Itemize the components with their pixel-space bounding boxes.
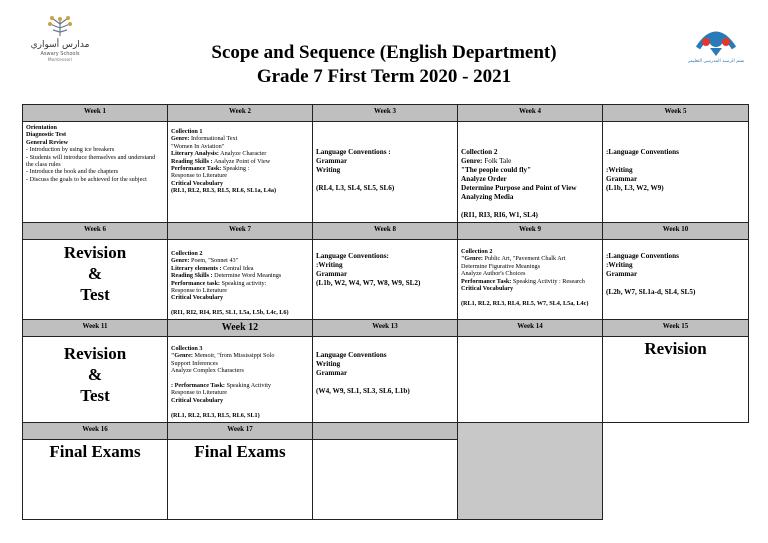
empty-gray-cell [458,423,603,520]
response-text: Response to Literature [171,172,228,180]
conventions-label: :Language Conventions [606,252,679,260]
week-7-cell [168,240,313,320]
list-item: - Introduction by using ice breakers [26,146,115,154]
week-header: Week 17 [168,423,313,440]
vocabulary-label: Critical Vocabulary [171,396,224,404]
week-header: Week 7 [168,223,313,240]
logo-arabic-text: مدارس أسواري [30,40,90,50]
genre-label: Genre: [461,157,483,165]
genre-value: Folk Tale [482,157,512,165]
reading-skills-label: Reading Skills : [171,157,213,165]
scope-sequence-table [22,104,749,520]
week-header: Week 6 [23,223,168,240]
week-header-row [23,105,749,122]
standards-codes: (RI1, RI3, RI6, W1, SL4) [461,211,538,219]
week-13-cell [313,337,458,423]
week-8-cell [313,240,458,320]
standards-codes: (W4, W9, SL1, SL3, SL6, L1b) [316,387,410,395]
genre-label: "Genre: [171,352,193,360]
standards-codes: (L1b, W2, W4, W7, W8, W9, SL2) [316,279,421,287]
week-content-row [23,240,749,320]
week-14-cell [458,337,603,423]
week-header-row [23,423,749,440]
literary-analysis-value: Analyze Character [218,150,267,158]
week-header: Week 5 [603,105,749,122]
week-header: Week 3 [313,105,458,122]
vocabulary-label: Critical Vocabulary [171,179,224,187]
revision-label: Revision [644,339,707,358]
week-15-cell [603,337,749,423]
performance-task-value: Speaking Activity : Research [511,277,585,285]
week-header: Week 16 [23,423,168,440]
standards-codes: (RL4, L3, SL4, SL5, SL6) [316,184,395,192]
week-header-empty [313,423,458,440]
vocabulary-label: Critical Vocabulary [461,285,514,293]
week-header: Week 1 [23,105,168,122]
week-header: Week 11 [23,320,168,337]
week-header: Week 8 [313,223,458,240]
grammar-label: Grammar [316,270,348,278]
performance-task-value: Speaking Activity [224,382,272,390]
standards-codes: (RL1, RL2, RL3, RL4, RL5, W7, SL4, L5a, L4c) [461,299,589,307]
genre-value: Public Art, "Pavement Chalk Art [482,255,566,263]
list-item: - Discuss the goals to be achieved for the subject [26,175,147,183]
empty-content-cell [313,440,458,520]
conventions-label: Language Conventions [316,351,387,359]
genre-value: Poem, "Sonnet 43" [189,257,239,265]
genre-value: Informational Text [189,135,238,143]
revision-label: Revision [63,243,127,262]
ampersand: & [87,365,103,384]
conventions-label: Language Conventions : [316,148,391,156]
response-text: Response to Literature [171,389,228,397]
review-label: General Review [26,138,69,146]
performance-task-value: Speaking : [221,165,250,173]
genre-label: Genre: [171,257,190,265]
ampersand: & [87,264,103,283]
collection-label: Collection 2 [461,148,498,156]
week-1-cell [23,122,168,223]
week-header: Week 14 [458,320,603,337]
writing-label: :Writing [316,261,343,269]
week-16-cell [23,440,168,520]
selection-title: "The people could fly" [461,166,532,174]
conventions-label: :Language Conventions [606,148,679,156]
empty-cell [603,423,749,520]
response-text: Response to Literature [171,287,228,295]
collection-label: Collection 3 [171,345,203,352]
standards-codes: (L2b, W7, SL1a-d, SL4, SL5) [606,288,696,296]
week-10-cell [603,240,749,320]
performance-task-label: Performance Task: [171,165,222,173]
page-subtitle: Grade 7 First Term 2020 - 2021 [256,66,512,87]
genre-label: "Genre: [461,255,483,263]
standards-codes: (RL1, RL2, RL3, RL5, RL6, SL1) [171,411,260,419]
literary-analysis-label: Literary Analysis: [171,150,219,158]
writing-label: :Writing [606,166,633,174]
week-9-cell [458,240,603,320]
week-17-cell [168,440,313,520]
revision-label: Revision [63,344,127,363]
standards-codes: (RI.1, RL2, RL3, RL5, RL6, SL1a, L4a) [171,187,277,195]
diagnostic-label: Diagnostic Test [26,131,67,139]
writing-label: :Writing [606,261,633,269]
reading-skills-value: Determine Word Meanings [212,272,282,280]
test-label: Test [80,386,110,405]
logo-sub-text: Montessori [47,58,73,63]
genre-value: Memoir, "from Mississippi Solo [192,352,275,360]
week-content-row [23,122,749,223]
final-exams-label: Final Exams [194,442,286,461]
final-exams-label: Final Exams [49,442,141,461]
week-header: Week 13 [313,320,458,337]
grammar-label: Grammar [316,369,348,377]
writing-label: Writing [316,166,341,174]
week-5-cell [603,122,749,223]
skill-item: Analyze Author's Choices [461,270,526,278]
page-title: Scope and Sequence (English Department) [211,42,557,63]
reading-skills-value: Analyze Point of View [212,157,271,165]
collection-label: Collection 2 [461,248,493,255]
week-header: Week 12 [168,320,313,337]
standards-codes: (L1b, L3, W2, W9) [606,184,664,192]
logo-english-text: Aswary Schools [40,51,80,57]
performance-task-label: : Performance Task: [171,382,225,390]
skill-item: Analyze Order [461,175,507,183]
week-header: Week 2 [168,105,313,122]
week-content-row [23,337,749,423]
genre-label: Genre: [171,135,190,143]
skill-item: Analyze Complex Characters [171,367,244,375]
ministry-logo-text: قسم الرصيد المدرسي التعليمي [688,59,744,64]
performance-task-value: Speaking activity: [219,279,267,287]
reading-skills-label: Reading Skills : [171,272,213,280]
week-2-cell [168,122,313,223]
list-item: - Students will introduce themselves and understand the class rules [26,153,156,169]
week-header-row [23,320,749,337]
week-header: Week 15 [603,320,749,337]
test-label: Test [80,285,110,304]
week-6-cell [23,240,168,320]
orientation-label: Orientation [26,124,57,131]
week-12-cell [168,337,313,423]
week-11-cell [23,337,168,423]
collection-label: Collection 2 [171,250,203,257]
skill-item: Analyzing Media [461,193,514,201]
week-header-row [23,223,749,240]
skill-item: Determine Purpose and Point of View [461,184,577,192]
literary-elements-value: Central Idea [221,264,254,272]
week-4-cell [458,122,603,223]
skill-item: Support Inferences [171,359,218,367]
conventions-label: Language Conventions: [316,252,389,260]
performance-task-label: Performance task: [171,279,220,287]
collection-label: Collection 1 [171,128,203,135]
selection-title: "Women In Aviation" [171,142,225,150]
skill-item: Determine Figurative Meanings [461,262,541,270]
week-3-cell [313,122,458,223]
literary-elements-label: Literary elements : [171,264,222,272]
week-header: Week 4 [458,105,603,122]
grammar-label: Grammar [316,157,348,165]
vocabulary-label: Critical Vocabulary [171,294,224,302]
week-header: Week 9 [458,223,603,240]
week-header: Week 10 [603,223,749,240]
standards-codes: (RI1, RI2, RI4, RI5, SL1, L5a, L5b, L4c, L6) [171,309,289,317]
grammar-label: Grammar [606,175,638,183]
list-item: - Introduce the book and the chapters [26,168,119,176]
performance-task-label: Performance Task: [461,277,512,285]
writing-label: Writing [316,360,341,368]
grammar-label: Grammar [606,270,638,278]
